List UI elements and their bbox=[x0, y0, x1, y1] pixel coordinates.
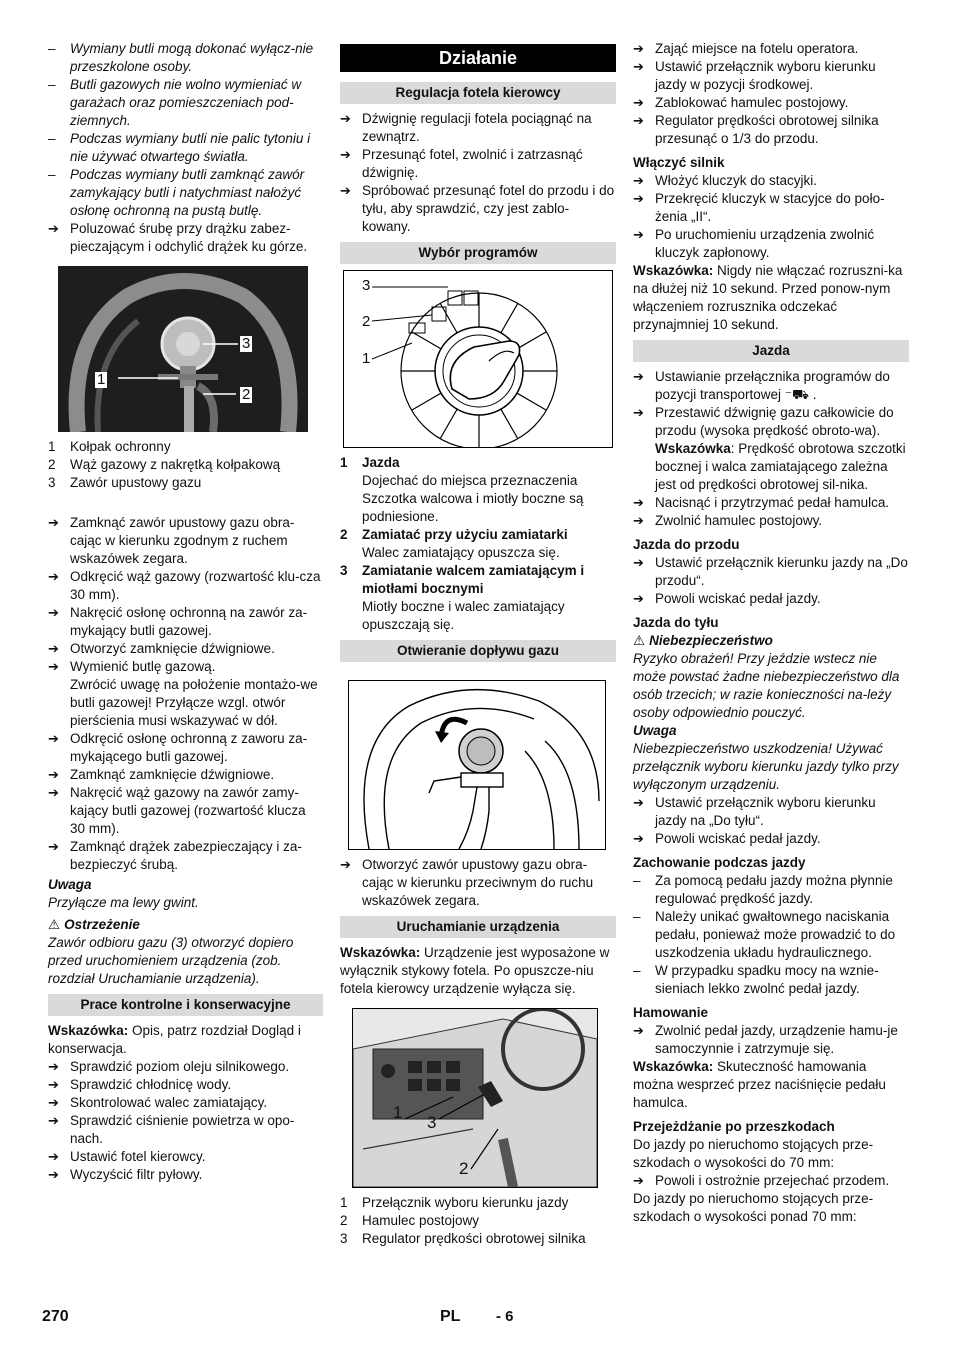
callout-1: 1 bbox=[393, 1103, 403, 1122]
step: ➔ Odkręcić wąż gazowy (rozwartość klu-cza 30 mm). bbox=[48, 568, 323, 604]
column-2 bbox=[340, 44, 616, 1248]
sub-page-number: - 6 bbox=[496, 1308, 514, 1325]
step: ➔ Wymienić butlę gazową. bbox=[48, 658, 323, 676]
step: ➔ Zamknąć zawór upustowy gazu obra-cając w kierunku zgodnym z ruchem wskazówek zegara. bbox=[48, 514, 323, 568]
chapter-title: Działanie bbox=[340, 44, 616, 72]
step: ➔ Powoli wciskać pedał jazdy. bbox=[633, 590, 909, 608]
program-dial-figure bbox=[343, 270, 613, 448]
step: ➔ Ustawić przełącznik wyboru kierunku jazdy na „Do tyłu“. bbox=[633, 794, 909, 830]
step: ➔ Powoli wciskać pedał jazdy. bbox=[633, 830, 909, 848]
program-item-title: 2 Zamiatać przy użyciu zamiatarki bbox=[340, 527, 568, 542]
caution-text: Niebezpieczeństwo uszkodzenia! Używać przełącznik wyboru kierunku jazdy tylko przy wyłączonym urządzeniu. bbox=[633, 741, 899, 792]
body-text: Do jazdy po nieruchomo stojących prze-szkodach o wysokości do 70 mm: bbox=[633, 1137, 874, 1170]
check-step: ➔ Sprawdzić ciśnienie powietrza w opo-nach. bbox=[48, 1112, 323, 1148]
subheading-przejezdzanie: Przejeżdżanie po przeszkodach bbox=[633, 1119, 835, 1134]
step: ➔ Nakręcić wąż gazowy na zawór zamy-kający butli gazowej (rozwartość klucza 30 mm). bbox=[48, 784, 323, 838]
gas-valve-photo bbox=[58, 266, 308, 432]
legend-item: 2 Wąż gazowy z nakrętką kołpakową bbox=[48, 457, 281, 472]
check-step: ➔ Ustawić fotel kierowcy. bbox=[48, 1148, 323, 1166]
step: ➔ Poluzować śrubę przy drążku zabez-pieczającym i odchylić drążek ku górze. bbox=[48, 220, 323, 256]
legend-item: 3 Zawór upustowy gazu bbox=[48, 475, 202, 490]
body-text: Do jazdy po nieruchomo stojących prze-szkodach o wysokości ponad 70 mm: bbox=[633, 1191, 874, 1224]
callout-2: 2 bbox=[459, 1159, 469, 1178]
step: ➔ Zająć miejsce na fotelu operatora. bbox=[633, 40, 909, 58]
bullet: – Należy unikać gwałtownego naciskania pedału, ponieważ może prowadzić to do uszkodzenia układu hydraulicznego. bbox=[633, 908, 909, 962]
callout-3: 3 bbox=[362, 277, 371, 294]
bullet: – Wymiany butli mogą dokonać wyłącz-nie przeszkolone osoby. bbox=[48, 40, 323, 76]
program-item-text: Walec zamiatający opuszcza się. bbox=[362, 545, 560, 560]
hint: Wskazówka: Nigdy nie włączać rozruszni-ka na dłużej niż 10 sekund. Przed ponow-nym włączeniem rozrusznika odczekać przynajmniej 10 sekund. bbox=[633, 263, 903, 332]
subheading-wlaczyc: Włączyć silnik bbox=[633, 155, 725, 170]
step: ➔ Dźwignię regulacji fotela pociągnąć na zewnątrz. bbox=[340, 110, 616, 146]
check-step: ➔ Sprawdzić chłodnicę wody. bbox=[48, 1076, 323, 1094]
bullet: – Za pomocą pedału jazdy można płynnie regulować prędkość jazdy. bbox=[633, 872, 909, 908]
legend-item: 1 Przełącznik wyboru kierunku jazdy bbox=[340, 1195, 569, 1210]
bullet: – Podczas wymiany butli zamknąć zawór zamykający butli i natychmiast nałożyć osłonę ochronną na pustą butlę. bbox=[48, 166, 323, 220]
program-item-text: Dojechać do miejsca przeznaczenia Szczotka walcowa i miotły boczne są podniesione. bbox=[362, 473, 584, 524]
step: ➔ Nacisnąć i przytrzymać pedał hamulca. bbox=[633, 494, 909, 512]
gas-valve-illustration bbox=[58, 266, 308, 432]
step: ➔ Regulator prędkości obrotowej silnika przesunąć o 1/3 do przodu. bbox=[633, 112, 909, 148]
hint: Wskazówka: Skuteczność hamowania można wesprzeć przez naciśnięcie pedału hamulca. bbox=[633, 1059, 886, 1110]
step: ➔ Zamknąć drążek zabezpieczający i za-bezpieczyć śrubą. bbox=[48, 838, 323, 874]
warning-text: Zawór odbioru gazu (3) otworzyć dopiero przed uruchomieniem urządzenia (zob. rozdział Uruchamianie urządzenia). bbox=[48, 935, 294, 986]
callout-3: 3 bbox=[427, 1113, 437, 1132]
column-3 bbox=[633, 40, 909, 1226]
callout-1: 1 bbox=[362, 350, 371, 367]
step: ➔ Zwolnić pedał jazdy, urządzenie hamu-je samoczynnie i zatrzymuje się. bbox=[633, 1022, 909, 1058]
step: ➔ Po uruchomieniu urządzenia zwolnić kluczyk zapłonowy. bbox=[633, 226, 909, 262]
column-1 bbox=[48, 40, 323, 1184]
note-text: Zwrócić uwagę na położenie montażo-we butli gazowej! Przyłącze wzgl. otwór pierścienia musi wskazywać w dół. bbox=[70, 677, 318, 728]
program-item-text: Miotły boczne i walec zamiatający opuszczają się. bbox=[362, 599, 565, 632]
section-heading-gaz: Otwieranie dopływu gazu bbox=[340, 640, 616, 662]
check-step: ➔ Wyczyścić filtr pyłowy. bbox=[48, 1166, 323, 1184]
step: ➔ Otworzyć zawór upustowy gazu obra-cając w kierunku przeciwnym do ruchu wskazówek zegara. bbox=[340, 856, 616, 910]
danger-heading: ⚠ Niebezpieczeństwo bbox=[633, 633, 773, 648]
step: ➔ Ustawianie przełącznika programów do pozycji transportowej ⁻⛟ . bbox=[633, 368, 909, 404]
program-item-title: 1 Jazda bbox=[340, 455, 400, 470]
page-number: 270 bbox=[42, 1308, 69, 1325]
transport-icon: ⁻⛟ bbox=[784, 387, 809, 402]
step: ➔ Zwolnić hamulec postojowy. bbox=[633, 512, 909, 530]
step: ➔ Przekręcić kluczyk w stacyjce do poło-żenia „II“. bbox=[633, 190, 909, 226]
step: ➔ Spróbować przesunąć fotel do przodu i do tyłu, aby sprawdzić, czy jest zablo-kowany. bbox=[340, 182, 616, 236]
subheading-tyl: Jazda do tyłu bbox=[633, 615, 719, 630]
hint: Wskazówka: Prędkość obrotowa szczotki bocznej i walca zamiatającego zależna jest od prędkości obrotowej sil-nika. bbox=[655, 441, 906, 492]
callout-2: 2 bbox=[362, 313, 371, 330]
step: ➔ Ustawić przełącznik wyboru kierunku jazdy w pozycji środkowej. bbox=[633, 58, 909, 94]
callout-1: 1 bbox=[97, 371, 106, 388]
bullet: – Butli gazowych nie wolno wymieniać w garażach oraz pomieszczeniach pod-ziemnych. bbox=[48, 76, 323, 130]
warning-triangle-icon: ⚠ bbox=[48, 917, 61, 932]
section-heading-prace: Prace kontrolne i konserwacyjne bbox=[48, 994, 323, 1016]
warning-triangle-icon: ⚠ bbox=[633, 633, 646, 648]
section-heading-jazda: Jazda bbox=[633, 340, 909, 362]
step: ➔ Ustawić przełącznik kierunku jazdy na „Do przodu“. bbox=[633, 554, 909, 590]
step: ➔ Przestawić dźwignię gazu całkowicie do przodu (wysoka prędkość obroto-wa). bbox=[633, 404, 909, 440]
program-dial-illustration bbox=[344, 271, 612, 447]
section-heading-fotel: Regulacja fotela kierowcy bbox=[340, 82, 616, 104]
caution-text: Przyłącze ma lewy gwint. bbox=[48, 895, 199, 910]
cockpit-illustration bbox=[353, 1009, 597, 1187]
step: ➔ Otworzyć zamknięcie dźwigniowe. bbox=[48, 640, 323, 658]
legend-item: 3 Regulator prędkości obrotowej silnika bbox=[340, 1231, 586, 1246]
section-heading-programy: Wybór programów bbox=[340, 242, 616, 264]
caution-label: Uwaga bbox=[48, 877, 92, 892]
check-step: ➔ Skontrolować walec zamiatający. bbox=[48, 1094, 323, 1112]
gas-open-figure bbox=[348, 680, 606, 850]
callout-2: 2 bbox=[242, 386, 251, 403]
step: ➔ Przesunąć fotel, zwolnić i zatrzasnąć dźwignię. bbox=[340, 146, 616, 182]
step: ➔ Zablokować hamulec postojowy. bbox=[633, 94, 909, 112]
hint: Wskazówka: Opis, patrz rozdział Dogląd i konserwacja. bbox=[48, 1023, 301, 1056]
caution-label: Uwaga bbox=[633, 723, 677, 738]
callout-3: 3 bbox=[242, 335, 251, 352]
step: ➔ Włożyć kluczyk do stacyjki. bbox=[633, 172, 909, 190]
hint: Wskazówka: Urządzenie jest wyposażone w wyłącznik stykowy fotela. Po opuszcze-niu fotela kierowcy urządzenie wyłącza się. bbox=[340, 945, 610, 996]
subheading-hamowanie: Hamowanie bbox=[633, 1005, 709, 1020]
step: ➔ Zamknąć zamknięcie dźwigniowe. bbox=[48, 766, 323, 784]
step: ➔ Powoli i ostrożnie przejechać przodem. bbox=[633, 1172, 909, 1190]
warning-heading: ⚠ Ostrzeżenie bbox=[48, 917, 140, 932]
danger-text: Ryzyko obrażeń! Przy jeździe wstecz nie może powstać żadne niebezpieczeństwo dla osób trzecich; w razie konieczności na-leży osoby odpowiednio pouczyć. bbox=[633, 651, 900, 720]
subheading-zachowanie: Zachowanie podczas jazdy bbox=[633, 855, 806, 870]
check-step: ➔ Sprawdzić poziom oleju silnikowego. bbox=[48, 1058, 323, 1076]
legend-item: 2 Hamulec postojowy bbox=[340, 1213, 480, 1228]
bullet: – Podczas wymiany butli nie palic tytoniu i nie używać otwartego światła. bbox=[48, 130, 323, 166]
step: ➔ Nakręcić osłonę ochronną na zawór za-mykający butli gazowej. bbox=[48, 604, 323, 640]
language-code: PL bbox=[440, 1308, 461, 1325]
subheading-przod: Jazda do przodu bbox=[633, 537, 740, 552]
cockpit-figure bbox=[352, 1008, 598, 1188]
program-item-title: 3 Zamiatanie walcem zamiatającym i miotłami bocznymi bbox=[340, 563, 585, 596]
bullet: – W przypadku spadku mocy na wznie-sieniach lekko zwolnć pedał jazdy. bbox=[633, 962, 909, 998]
gas-open-illustration bbox=[349, 681, 605, 849]
step: ➔ Odkręcić osłonę ochronną z zaworu za-mykającego butli gazowej. bbox=[48, 730, 323, 766]
legend-item: 1 Kołpak ochronny bbox=[48, 439, 171, 454]
section-heading-uruch: Uruchamianie urządzenia bbox=[340, 916, 616, 938]
